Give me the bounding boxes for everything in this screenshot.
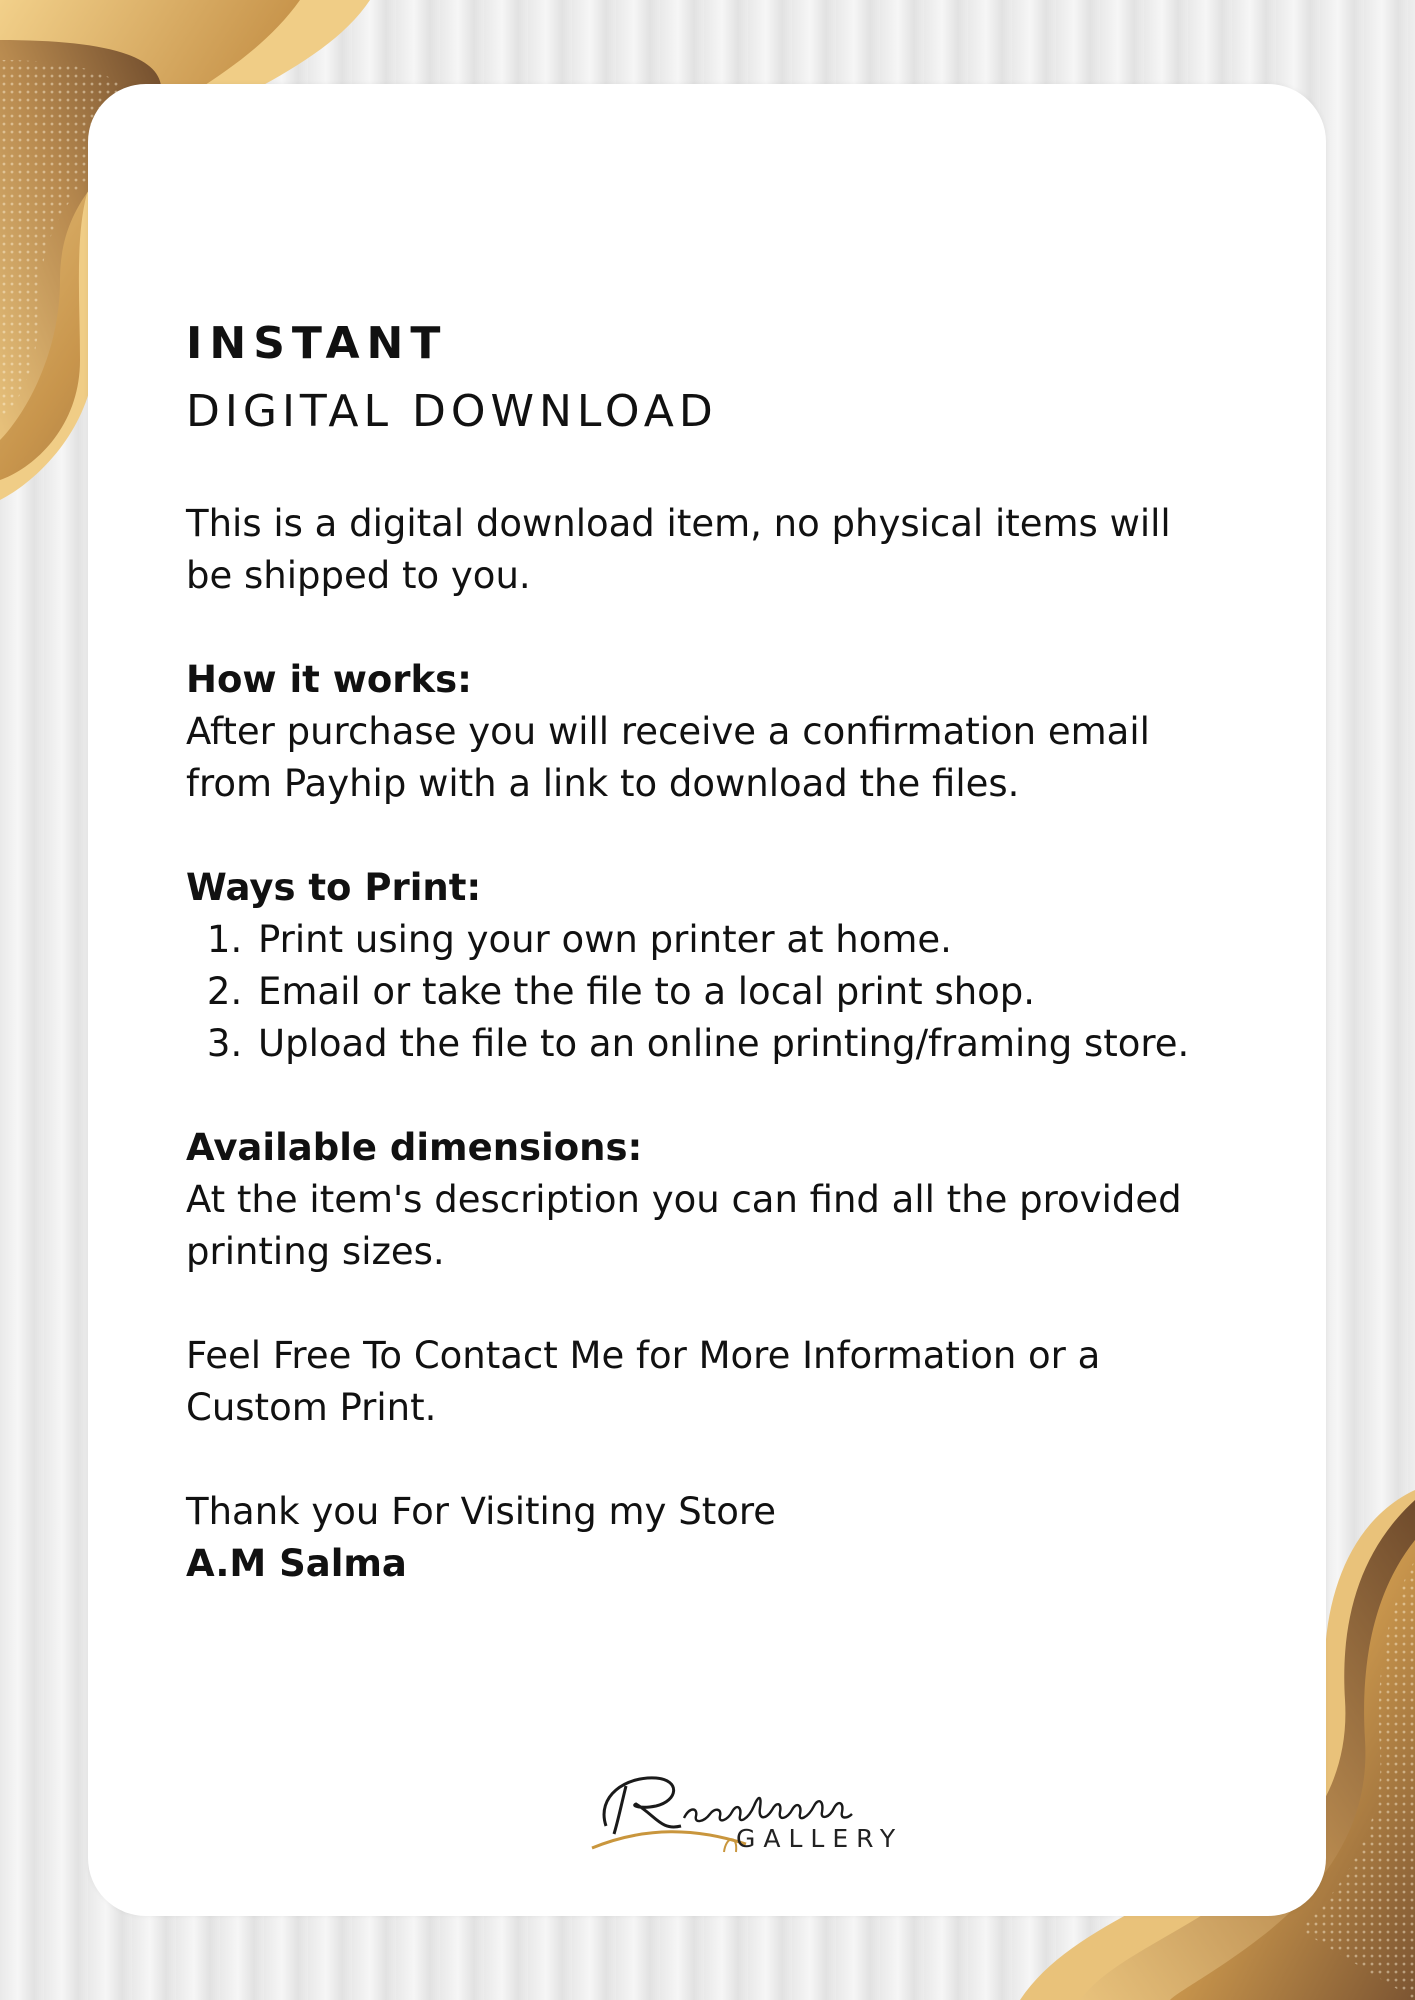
how-it-works-title: How it works: (186, 658, 472, 701)
contact-text: Feel Free To Contact Me for More Information or a Custom Print. (186, 1334, 1101, 1429)
ways-to-print-list (186, 914, 1226, 1070)
how-it-works-text: After purchase you will receive a confirmation email from Payhip with a link to download the files. (186, 710, 1150, 805)
page-title: INSTANT (186, 318, 448, 369)
list-item: 2. Email or take the file to a local print shop. (254, 966, 1226, 1018)
thanks-text: Thank you For Visiting my Store (186, 1490, 776, 1533)
content-area (186, 314, 1226, 1590)
brand-logo (586, 1756, 916, 1866)
signature: A.M Salma (186, 1542, 407, 1585)
dimensions-title: Available dimensions: (186, 1126, 643, 1169)
page-subtitle: DIGITAL DOWNLOAD (186, 386, 718, 437)
list-item: 1. Print using your own printer at home. (254, 914, 1226, 966)
dimensions-text: At the item's description you can find all the provided printing sizes. (186, 1178, 1182, 1273)
ways-to-print-title: Ways to Print: (186, 866, 482, 909)
intro-text: This is a digital download item, no physical items will be shipped to you. (186, 502, 1171, 597)
logo-gallery-text: GALLERY (736, 1824, 904, 1853)
list-item: 3. Upload the file to an online printing/framing store. (254, 1018, 1226, 1070)
